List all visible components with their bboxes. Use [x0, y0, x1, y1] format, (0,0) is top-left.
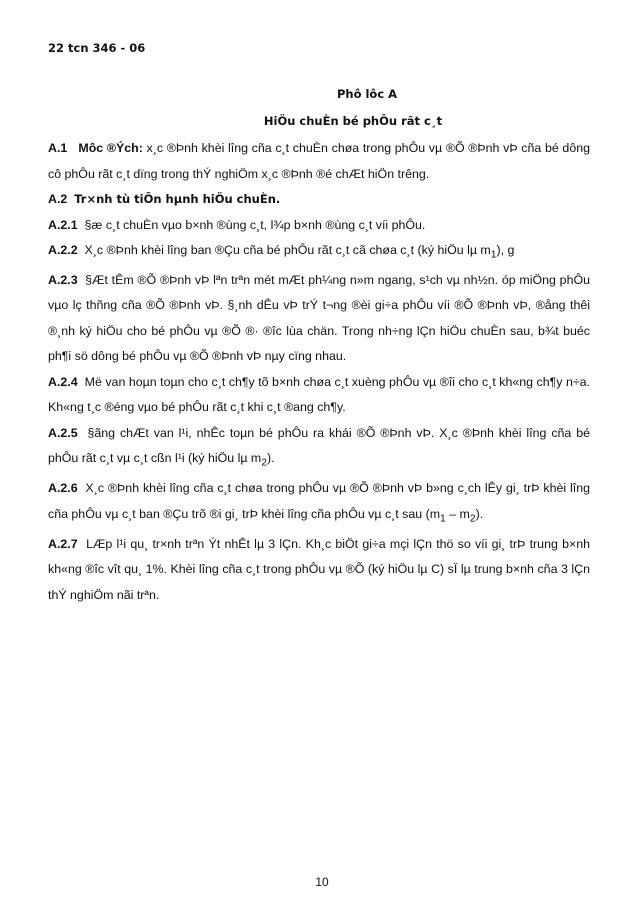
section-label: A.2.6 [48, 481, 78, 496]
section-a2-7 [48, 532, 590, 609]
section-label: A.2.5 [48, 425, 78, 440]
appendix-title: Phô lôc A [336, 87, 398, 101]
section-a2-3 [48, 268, 590, 370]
subscript: 1 [440, 513, 446, 525]
section-a2 [48, 187, 590, 213]
page-number: 10 [315, 875, 329, 889]
section-label: A.2.4 [48, 374, 78, 389]
section-text-tail: ). [267, 451, 275, 466]
appendix-subtitle: HiÖu chuÈn bé phÔu rãt c¸t [263, 114, 443, 128]
section-text: LÆp l¹i qu¸ tr×nh trªn Ýt nhÊt lµ 3 lÇn. Kh¸c biÖt gi÷a mçi lÇn thö so víi gi¸ trÞ trung b×nh kh«ng ®îc vît qu¸ 1%. Khèi lîng cña c¸t trong phÔu vµ ®Õ (ký hiÖu lµ C) sÏ lµ trung b×nh cña 3 lÇn thÝ nghiÖm nãi trªn. [48, 536, 590, 602]
section-heading: Môc ®Ých: [78, 141, 143, 155]
document-header-code: 22 tcn 346 - 06 [48, 41, 146, 55]
subscript: 2 [469, 513, 476, 525]
section-heading: Tr×nh tù tiÕn hµnh hiÖu chuÈn. [74, 192, 281, 206]
section-text: x¸c ®Þnh khèi lîng cña c¸t chuÈn chøa trong phÔu vµ ®Õ ®Þnh vÞ cña bé dông cô phÔu rãt c¸t dïng trong thÝ nghiÖm x¸c ®Þnh ®é chÆt hiÖn trêng. [48, 141, 590, 181]
section-text: §ãng chÆt van l¹i, nhÊc toµn bé phÔu ra khái ®Õ ®Þnh vÞ. X¸c ®Þnh khèi lîng cña bé phÔu rãt c¸t vµ c¸t cßn l¹i (ký hiÖu lµ m [48, 425, 590, 466]
section-a2-6 [48, 476, 590, 531]
section-label: A.2.1 [48, 217, 78, 232]
section-text: X¸c ®Þnh khèi lîng ban ®Çu cña bé phÔu rãt c¸t cã chøa c¸t (ký hiÖu lµ m [84, 243, 491, 257]
section-label: A.2.2 [48, 243, 78, 257]
section-text: Më van hoµn toµn cho c¸t ch¶y tõ b×nh chøa c¸t xuèng phÔu vµ ®îi cho c¸t kh«ng ch¶y n÷a. Kh«ng t¸c ®éng vµo bé phÔu rãt c¸t khi c¸t ®ang ch¶y. [48, 374, 590, 415]
section-text: X¸c ®Þnh khèi lîng cña c¸t chøa trong phÔu vµ ®Õ ®Þnh vÞ b»ng c¸ch lÊy gi¸ trÞ khèi lîng cña phÔu vµ c¸t ban ®Çu trõ ®i gi¸ trÞ khèi lîng cña phÔu vµ c¸t sau (m [48, 481, 590, 521]
section-text-tail: ), g [496, 243, 515, 257]
section-a2-4 [48, 370, 590, 421]
section-label: A.2.7 [48, 536, 78, 551]
section-text: §Æt tÊm ®Õ ®Þnh vÞ lªn trªn mét mÆt ph¼ng n»m ngang, s¹ch vµ nh½n. óp miÖng phÔu vµo lç thñng cña ®Õ ®Þnh vÞ. §¸nh dÊu vÞ trÝ t¬ng ®èi gi÷a phÔu víi ®Õ ®Þnh vÞ, ®ång thêi ®¸nh ký hiÖu cho bé phÔu vµ ®Õ ®· ®îc lùa chän. Trong nh÷ng lÇn hiÖu chuÈn sau, b¾t buéc ph¶i sö dông bé phÔu vµ ®Õ ®Þnh vÞ nµy cïng nhau. [48, 272, 590, 364]
section-label: A.1 [48, 141, 68, 155]
section-a2-1 [48, 213, 590, 239]
section-label: A.2 [48, 192, 68, 206]
subscript: 1 [490, 249, 497, 261]
section-label: A.2.3 [48, 272, 78, 287]
section-text: §æ c¸t chuÈn vµo b×nh ®ùng c¸t, l¾p b×nh ®ùng c¸t víi phÔu. [84, 217, 426, 232]
subscript: 2 [261, 457, 267, 469]
document-body [48, 136, 590, 608]
section-a1 [48, 136, 590, 187]
section-a2-2 [48, 238, 590, 268]
section-text-tail: – m [445, 506, 470, 521]
section-a2-5 [48, 421, 590, 476]
section-text-tail: ). [475, 506, 484, 521]
